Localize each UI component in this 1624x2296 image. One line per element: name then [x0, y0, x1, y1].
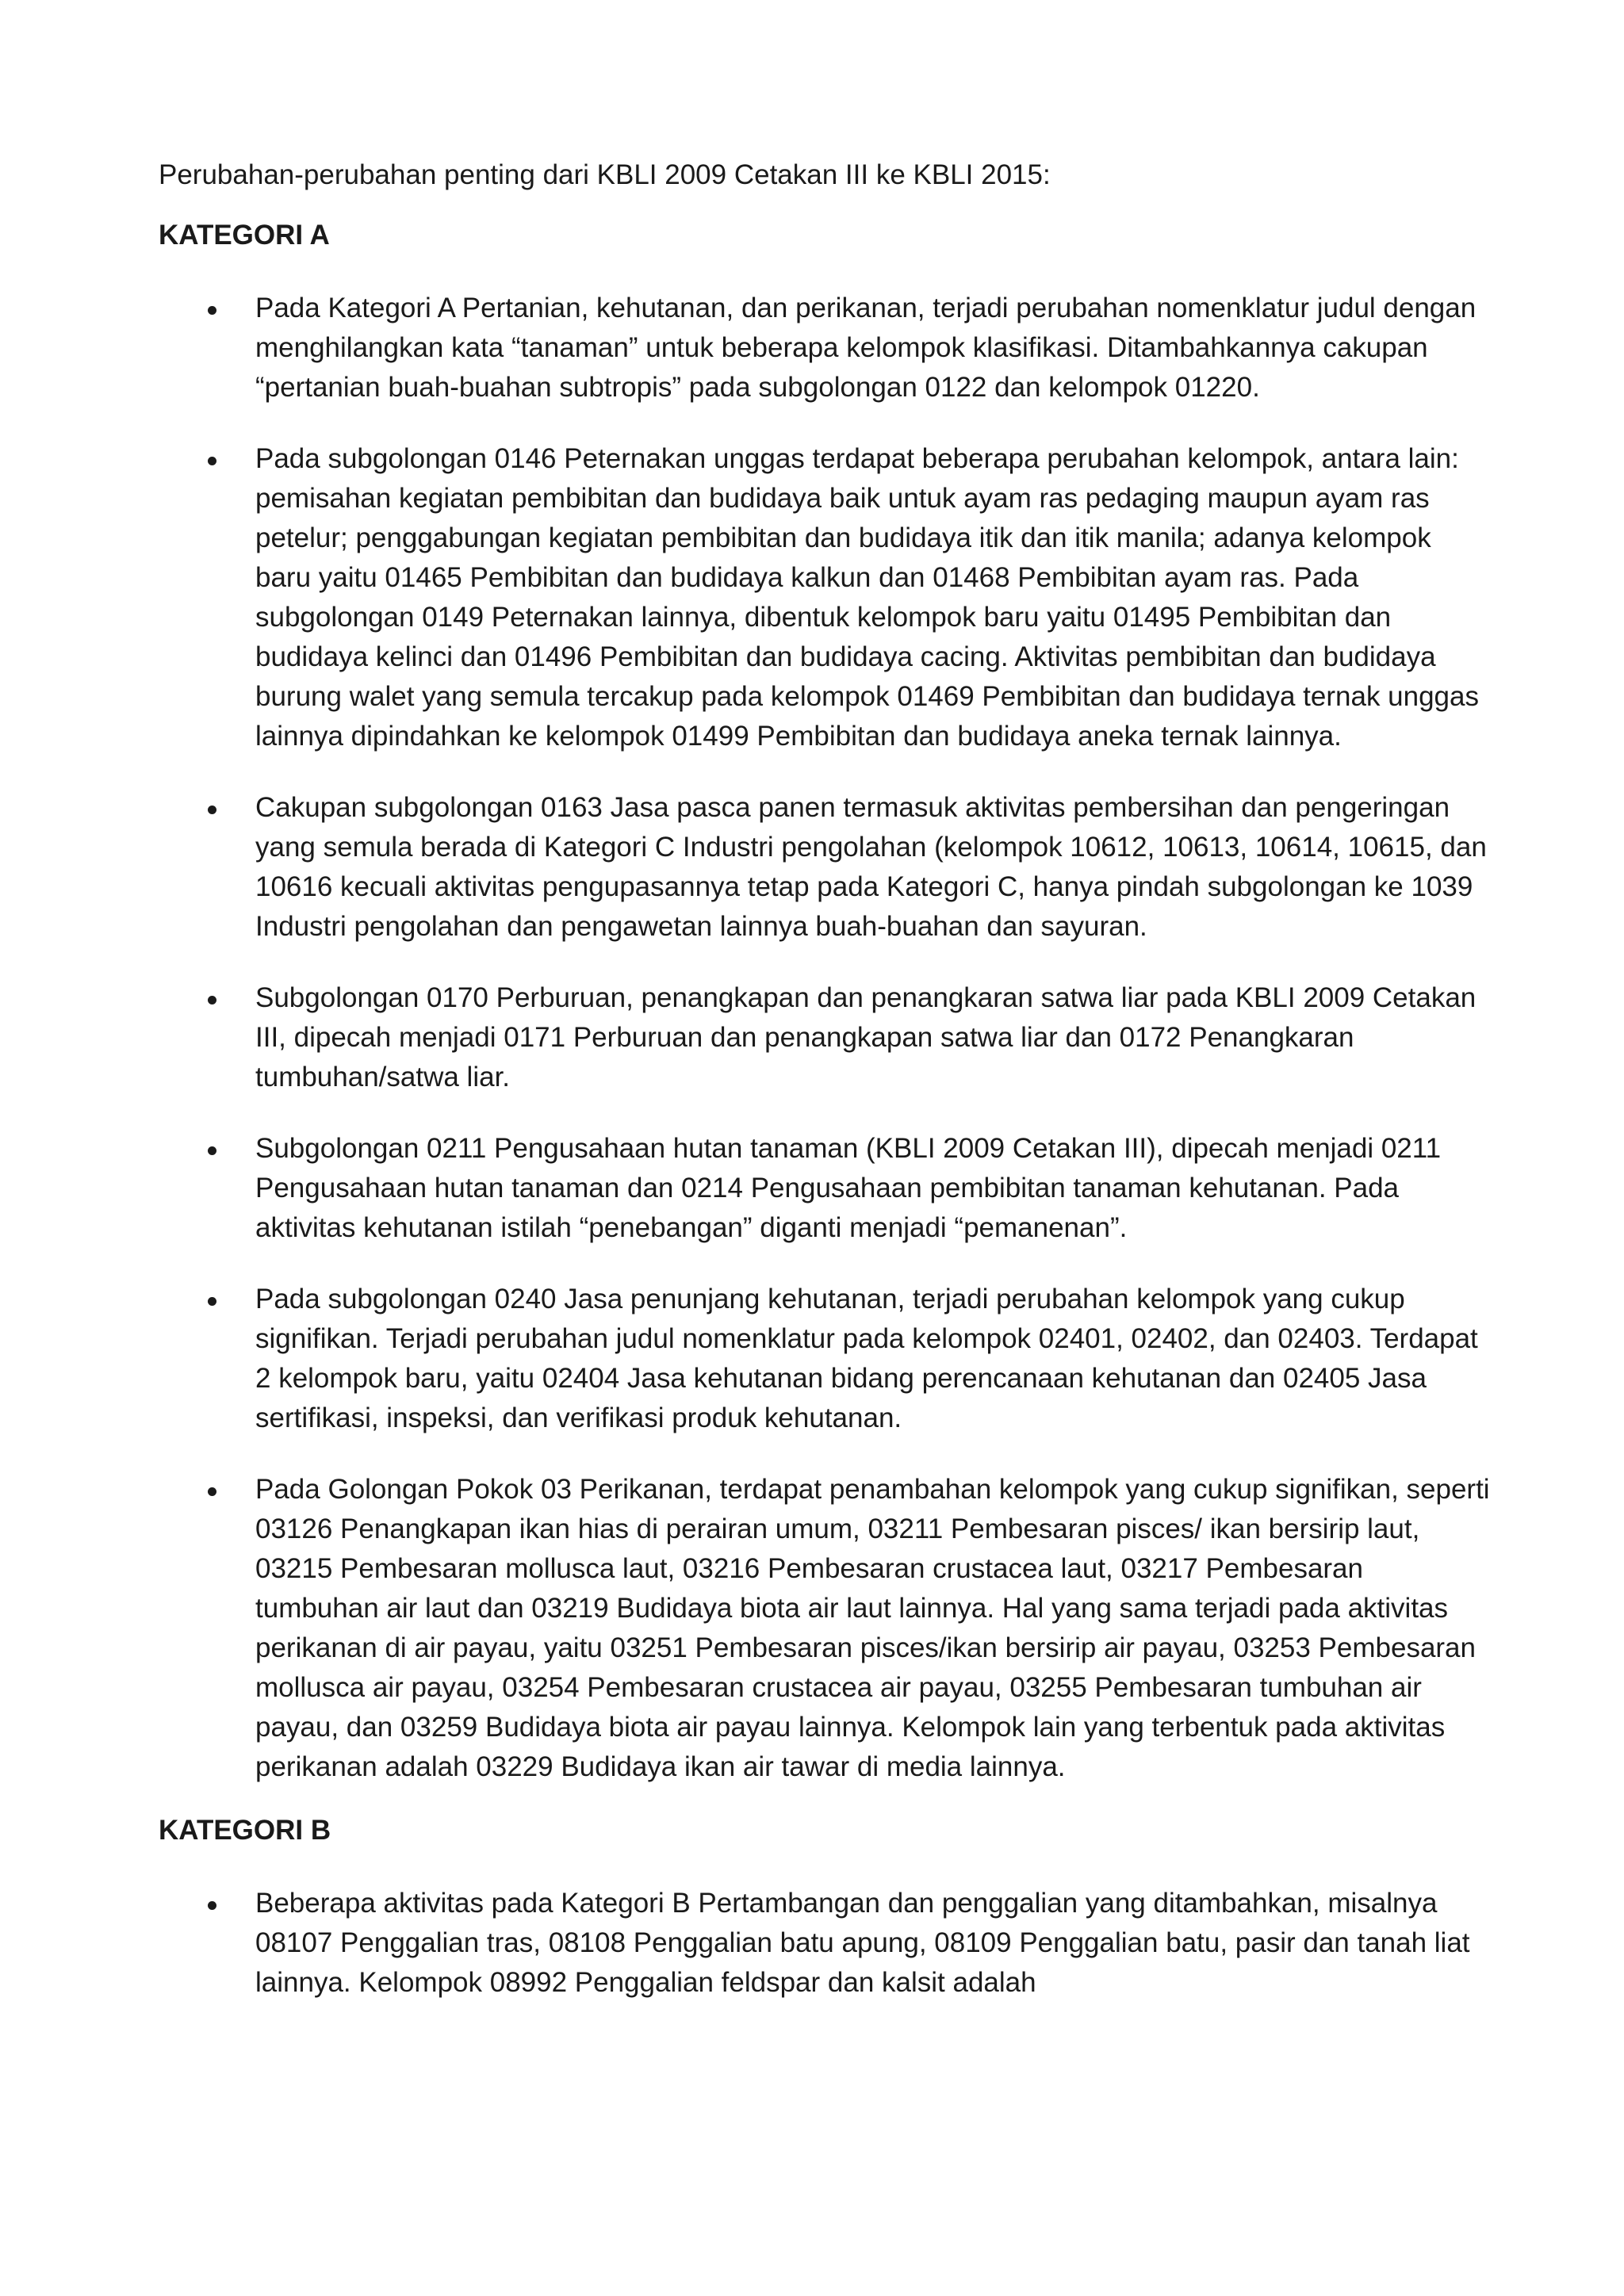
list-item — [159, 289, 1491, 408]
list-item-text: Pada subgolongan 0240 Jasa penunjang kehutanan, terjadi perubahan kelompok yang cukup signifikan. Terjadi perubahan judul nomenklatur pada kelompok 02401, 02402, dan 02403. Terdapat 2 kelompok baru, yaitu 02404 Jasa kehutanan bidang perencanaan kehutanan dan 02405 Jasa sertifikasi, inspeksi, dan verifikasi produk kehutanan. — [255, 1284, 1478, 1433]
bullet-icon — [208, 1487, 216, 1496]
document-intro: Perubahan-perubahan penting dari KBLI 2009 Cetakan III ke KBLI 2015: — [159, 159, 1051, 190]
list-item — [159, 1884, 1491, 2003]
bullet-icon — [208, 806, 216, 814]
bullet-icon — [208, 1901, 216, 1910]
list-item-text: Beberapa aktivitas pada Kategori B Pertambangan dan penggalian yang ditambahkan, misalnya 08107 Penggalian tras, 08108 Penggalian batu apung, 08109 Penggalian batu, pasir dan tanah liat lainnya. Kelompok 08992 Penggalian feldspar dan kalsit adalah — [255, 1888, 1470, 1998]
list-item — [159, 788, 1491, 947]
document-page — [159, 155, 1491, 2003]
list-item-text: Subgolongan 0170 Perburuan, penangkapan dan penangkaran satwa liar pada KBLI 2009 Cetakan III, dipecah menjadi 0171 Perburuan dan penangkapan satwa liar dan 0172 Penangkaran tumbuhan/satwa liar. — [255, 982, 1477, 1093]
list-item-text: Pada subgolongan 0146 Peternakan unggas terdapat beberapa perubahan kelompok, antara lain: pemisahan kegiatan pembibitan dan budidaya baik untuk ayam ras pedaging maupun ayam ras petelur; penggabungan kegiatan pembibitan dan budidaya itik dan itik manila; adanya kelompok baru yaitu 01465 Pembibitan dan budidaya kalkun dan 01468 Pembibitan ayam ras. Pada subgolongan 0149 Peternakan lainnya, dibentuk kelompok baru yaitu 01495 Pembibitan dan budidaya kelinci dan 01496 Pembibitan dan budidaya cacing. Aktivitas pembibitan dan budidaya burung walet yang semula tercakup pada kelompok 01469 Pembibitan dan budidaya ternak unggas lainnya dipindahkan ke kelompok 01499 Pembibitan dan budidaya aneka ternak lainnya. — [255, 443, 1479, 752]
list-item — [159, 1470, 1491, 1787]
bullet-list-kategori-a — [159, 289, 1491, 1787]
list-item-text: Subgolongan 0211 Pengusahaan hutan tanaman (KBLI 2009 Cetakan III), dipecah menjadi 0211 Pengusahaan hutan tanaman dan 0214 Pengusahaan pembibitan tanaman kehutanan. Pada aktivitas kehutanan istilah “penebangan” diganti menjadi “pemanenan”. — [255, 1133, 1442, 1243]
section-heading-kategori-b: KATEGORI B — [159, 1815, 331, 1846]
bullet-icon — [208, 1146, 216, 1155]
list-item — [159, 978, 1491, 1097]
bullet-list-kategori-b — [159, 1884, 1491, 2003]
bullet-icon — [208, 1297, 216, 1306]
list-item — [159, 439, 1491, 756]
bullet-icon — [208, 457, 216, 465]
list-item-text: Pada Kategori A Pertanian, kehutanan, dan perikanan, terjadi perubahan nomenklatur judul dengan menghilangkan kata “tanaman” untuk beberapa kelompok klasifikasi. Ditambahkannya cakupan “pertanian buah-buahan subtropis” pada subgolongan 0122 dan kelompok 01220. — [255, 293, 1477, 403]
list-item — [159, 1280, 1491, 1438]
section-heading-kategori-a: KATEGORI A — [159, 220, 330, 251]
bullet-icon — [208, 306, 216, 315]
list-item — [159, 1129, 1491, 1248]
list-item-text: Cakupan subgolongan 0163 Jasa pasca panen termasuk aktivitas pembersihan dan pengeringan yang semula berada di Kategori C Industri pengolahan (kelompok 10612, 10613, 10614, 10615, dan 10616 kecuali aktivitas pengupasannya tetap pada Kategori C, hanya pindah subgolongan ke 1039 Industri pengolahan dan pengawetan lainnya buah-buahan dan sayuran. — [255, 792, 1487, 942]
bullet-icon — [208, 996, 216, 1004]
list-item-text: Pada Golongan Pokok 03 Perikanan, terdapat penambahan kelompok yang cukup signifikan, seperti 03126 Penangkapan ikan hias di perairan umum, 03211 Pembesaran pisces/ ikan bersirip laut, 03215 Pembesaran mollusca laut, 03216 Pembesaran crustacea laut, 03217 Pembesaran tumbuhan air laut dan 03219 Budidaya biota air laut lainnya. Hal yang sama terjadi pada aktivitas perikanan di air payau, yaitu 03251 Pembesaran pisces/ikan bersirip air payau, 03253 Pembesaran mollusca air payau, 03254 Pembesaran crustacea air payau, 03255 Pembesaran tumbuhan air payau, dan 03259 Budidaya biota air payau lainnya. Kelompok lain yang terbentuk pada aktivitas perikanan adalah 03229 Budidaya ikan air tawar di media lainnya. — [255, 1474, 1490, 1782]
